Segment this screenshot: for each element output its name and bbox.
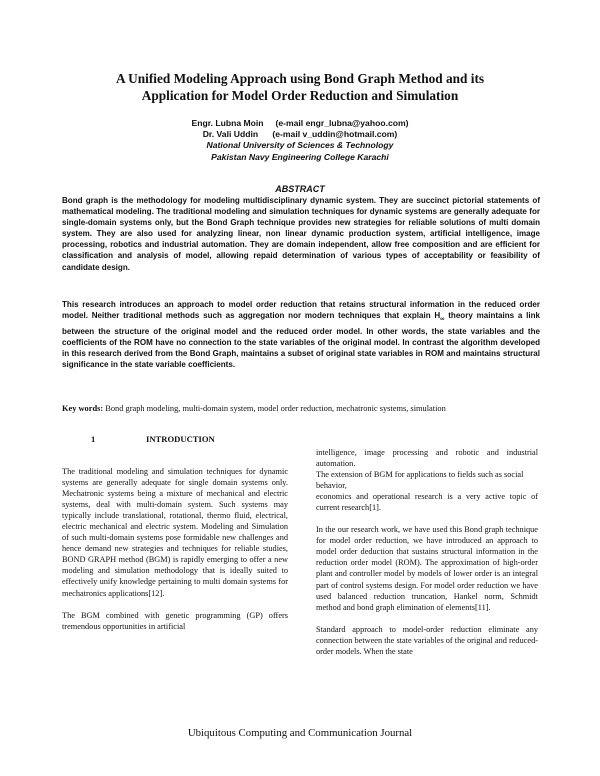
affiliation-2: Pakistan Navy Engineering College Karachi [211,151,389,162]
journal-footer: Ubiquitous Computing and Communication Journal [187,727,413,739]
keywords-label: Key words: [62,404,104,413]
left-column [62,466,288,632]
author-block [110,118,490,163]
title-line-1: A Unified Modeling Approach using Bond Graph Method and its [115,71,485,86]
abstract-paragraph-1: Bond graph is the methodology for modeling multidisciplinary dynamic system. They are succinct pictorial statements of mathematical modeling. The traditional modeling and simulation techniques for dynamic systems are generally adequate for single-domain systems only, but the Bond Graph technique provides new strategies for reliable solutions of multi domain system. They are also used for analyzing linear, non linear dynamic production system, artificial intelligence, image processing, robotics and industrial automation. They are domain independent, allow free composition and are efficient for classification and analysis of model, allowing repaid determination of various types of acceptability or feasibility of candidate design. [62,196,540,272]
abstract-paragraph-2 [62,299,540,370]
title-line-2: Application for Model Order Reduction and Simulation [141,88,459,103]
section-title: INTRODUCTION [146,434,215,444]
right-column [316,447,538,657]
author-1: Engr. Lubna Moin (e-mail engr_lubna@yahoo.com) [191,118,409,128]
paper-title [70,70,530,104]
right-paragraph-3: In the our research work, we have used this Bond graph technique for model order reduction, we have introduced an approach to model order deduction that sustains structural information in the reduction order model (ROM). The approximation of high-order plant and controller model by models of lower order is an integral part of control systems design. For model order reduction we have used balanced reduction truncation, Hankel norm, Schmidt method and bond graph elimination of elements[11]. [316,525,538,612]
abstract-p2-before: This research introduces an approach to model order reduction that retains structural information in the reduced order model. Neither traditional methods such as aggregation nor modern techniques that explain H [62,300,540,321]
left-paragraph-1: The traditional modeling and simulation techniques for dynamic systems are generally adequate for single domain systems only. Mechatronic systems being a mixture of mechanical and electric systems, deal with multi-domain system. Such systems may typically include translational, rotational, thermo fluid, electrical, electric mechanical and electric system. Modeling and Simulation of such multi-domain systems pose formidable new challenges and hence demand new strategies and techniques for reliable studies, BOND GRAPH method (BGM) is rapidly emerging to offer a new modeling and simulation methodology that is ideally suited to effectively unify knowledge pertaining to multi domain systems for mechatronics applications[12]. [62,467,288,598]
right-paragraph-2a: The extension of BGM for applications to fields such as social behavior, [316,470,524,491]
left-paragraph-2: The BGM combined with genetic programming (GP) offers tremendous opportunities in artificial [62,610,288,631]
right-paragraph-1: intelligence, image processing and robotic and industrial automation. [316,448,538,469]
abstract-p2-after: theory maintains a link between the structure of the original model and the reduced order model. In other words, the state variables and the coefficients of the ROM have no connection to the state variables of the original model. In contrast the algorithm developed in this research derived from the Bond Graph, maintains a subset of original state variables in ROM and maintains structural significance in the state variable coefficients. [62,311,540,370]
abstract-heading: ABSTRACT [275,184,325,194]
section-number: 1 [91,434,96,444]
keywords [62,403,542,414]
right-paragraph-2b: economics and operational research is a very active topic of current research[1]. [316,492,538,513]
author-2: Dr. Vali Uddin (e-mail v_uddin@hotmail.com) [202,129,398,140]
right-paragraph-4: Standard approach to model-order reduction eliminate any connection between the state variables of the original and reduced-order models. When the state [316,624,538,656]
abstract-p2-sub: ∞ [440,316,445,323]
keywords-text: Bond graph modeling, multi-domain system, model order reduction, mechatronic systems, simulation [103,404,446,413]
affiliation-1: National University of Sciences & Technology [206,140,394,151]
